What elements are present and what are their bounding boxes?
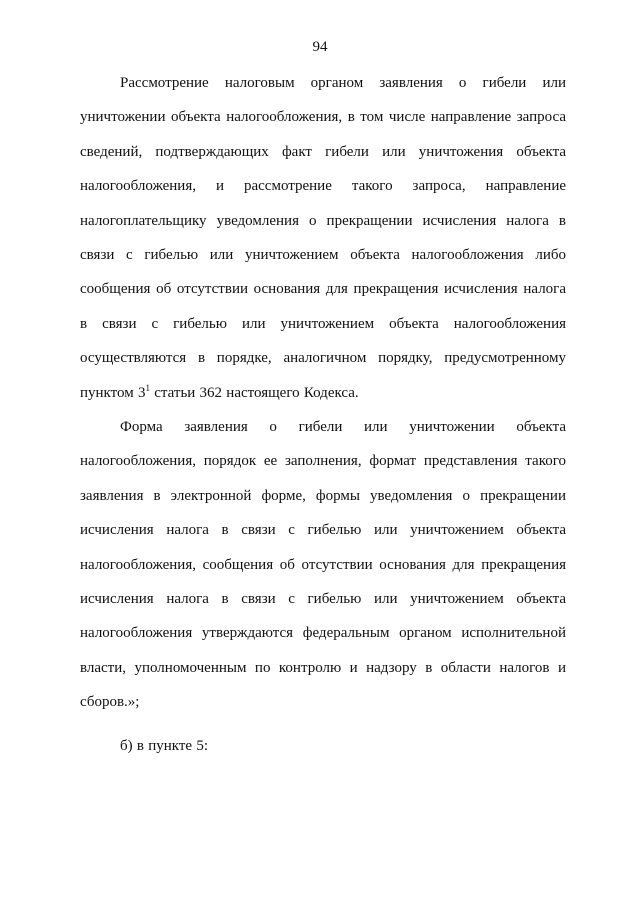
paragraph-text-tail: статьи 362 настоящего Кодекса. [149, 384, 359, 401]
paragraph-text: Рассмотрение налоговым органом заявления о гибели или уничтожении объекта налогообложения, в том числе направление запроса сведений, подтверждающих факт гибели или уничтожения объекта налогообложения, и рассмотрение такого запроса, направление налогоплательщику уведомления о прекращении исчисления налога в связи с гибелью или уничтожением объекта налогообложения либо сообщения об отсутствии основания для прекращения исчисления налога в связи с гибелью или уничтожением объекта налогообложения осуществляются в порядке, аналогичном порядку, предусмотренному пунктом 3 [80, 75, 566, 401]
superscript-index: 1 [145, 382, 150, 393]
paragraph-form-approval: Форма заявления о гибели или уничтожении объекта налогообложения, порядок ее заполнения, формат представления такого заявления в электронной форме, формы уведомления о прекращении исчисления налога в связи с гибелью или уничтожением объекта налогообложения, сообщения об отсутствии основания для прекращения исчисления налога в связи с гибелью или уничтожением объекта налогообложения утверждаются федеральным органом исполнительной власти, уполномоченным по контролю и надзору в области налогов и сборов.»; [80, 419, 566, 711]
paragraph-subitem-b: б) в пункте 5: [120, 738, 208, 754]
page-number: 94 [312, 39, 328, 55]
paragraph-destruction-review [80, 66, 566, 410]
